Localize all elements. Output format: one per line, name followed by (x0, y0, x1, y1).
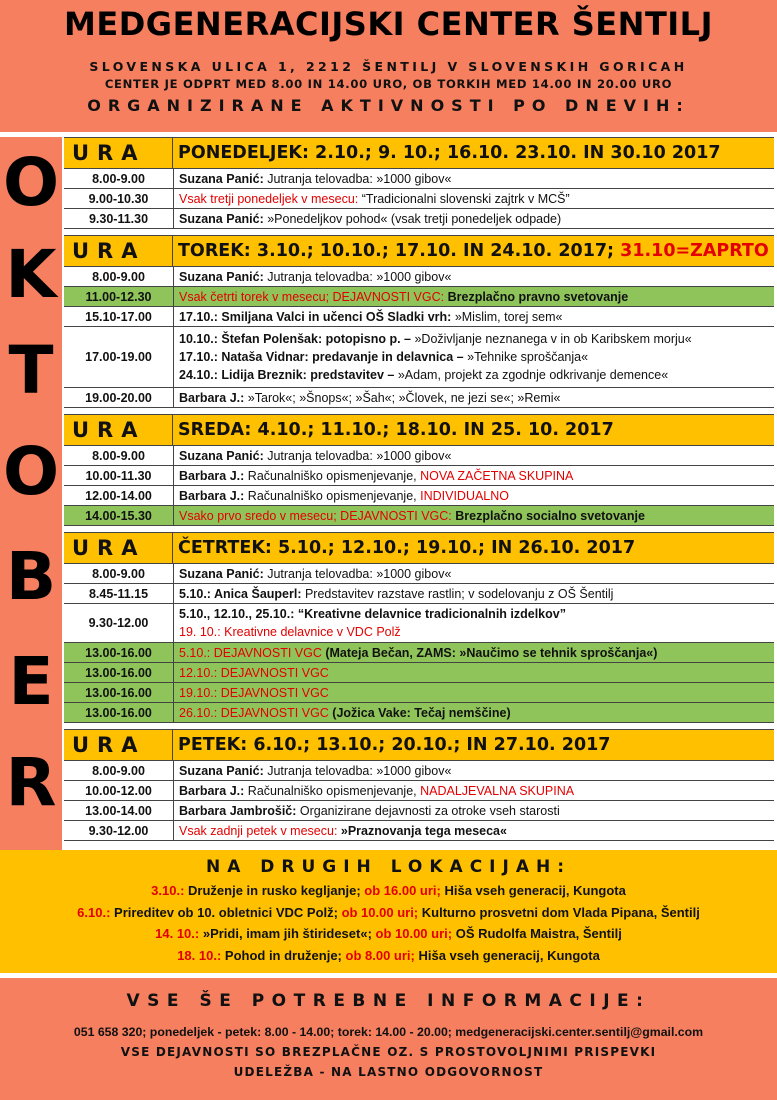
activity-text: Suzana Panić: (179, 763, 264, 778)
activity-text: Suzana Panić: (179, 566, 264, 581)
responsibility-note: UDELEŽBA - NA LASTNO ODGOVORNOST (233, 1065, 544, 1079)
activity-line (179, 308, 774, 326)
activity-cell (174, 486, 774, 505)
table-row (64, 189, 774, 209)
header (0, 0, 777, 132)
table-row (64, 169, 774, 189)
time-cell: 8.00-9.00 (64, 446, 174, 465)
day-block (64, 414, 774, 526)
activity-cell (174, 703, 774, 722)
time-cell: 10.00-12.00 (64, 781, 174, 800)
time-cell: 8.00-9.00 (64, 267, 174, 286)
time-cell: 10.00-11.30 (64, 466, 174, 485)
month-letter: O (2, 433, 60, 510)
table-row (64, 287, 774, 307)
location-text: OŠ Rudolfa Maistra, Šentilj (452, 926, 622, 941)
table-row (64, 703, 774, 723)
table-row (64, 307, 774, 327)
activity-cell (174, 643, 774, 662)
location-line (0, 923, 777, 945)
month-letter: E (8, 643, 54, 720)
day-dates (173, 415, 774, 445)
activity-cell (174, 287, 774, 306)
time-cell: 13.00-16.00 (64, 663, 174, 682)
activity-text: »Doživljanje neznanega v in ob Karibskem morju« (411, 332, 692, 346)
activity-line (179, 389, 774, 407)
activity-line (179, 623, 774, 641)
day-header (64, 729, 774, 761)
location-text: ob 8.00 uri; (345, 947, 415, 963)
activity-cell (174, 209, 774, 228)
table-row (64, 604, 774, 643)
activity-text: »Praznovanja tega meseca« (337, 823, 507, 838)
activity-text: 17.10.: Smiljana Valci in učenci OŠ Sladki vrh: (179, 309, 452, 324)
activity-text: 10.10.: Štefan Polenšak: potopisno p. – (179, 332, 411, 346)
activity-text: Organizirane dejavnosti za otroke vseh starosti (296, 803, 560, 818)
activity-cell (174, 761, 774, 780)
location-text: ob 16.00 uri; (364, 883, 441, 898)
activity-text: Predstavitev razstave rastlin; v sodelovanju z OŠ Šentilj (301, 586, 614, 601)
activity-line (179, 782, 774, 800)
activity-text: Vsak četrti torek v mesecu; DEJAVNOSTI VGC: (179, 289, 445, 304)
activity-text: 19. 10.: Kreativne delavnice v VDC Polž (179, 625, 401, 639)
time-cell: 8.00-9.00 (64, 761, 174, 780)
month-letter: K (5, 236, 57, 313)
table-row (64, 209, 774, 229)
ura-label: URA (64, 533, 173, 563)
activity-text: 12.10.: DEJAVNOSTI VGC (179, 665, 329, 680)
activity-line (179, 585, 774, 603)
table-row (64, 584, 774, 604)
activity-text: Jutranja telovadba: »1000 gibov« (263, 171, 452, 186)
day-block (64, 235, 774, 408)
activity-text: Suzana Panić: (179, 171, 264, 186)
activity-text: Barbara J.: (179, 783, 245, 798)
day-header (64, 137, 774, 169)
location-line (0, 902, 777, 924)
activity-text: »Ponedeljkov pohod« (vsak tretji ponedeljek odpade) (263, 211, 562, 226)
table-row (64, 643, 774, 663)
activity-cell (174, 388, 774, 407)
table-row (64, 781, 774, 801)
time-cell: 17.00-19.00 (64, 327, 174, 387)
activity-text: 5.10.: DEJAVNOSTI VGC (179, 645, 322, 660)
table-row (64, 683, 774, 703)
activity-cell (174, 307, 774, 326)
activity-text: Jutranja telovadba: »1000 gibov« (263, 763, 452, 778)
activity-line (179, 366, 774, 384)
activity-cell (174, 506, 774, 525)
activity-text: Jutranja telovadba: »1000 gibov« (263, 566, 452, 581)
activity-line (179, 762, 774, 780)
day-dates (173, 138, 774, 168)
table-row (64, 761, 774, 781)
info-title: VSE ŠE POTREBNE INFORMACIJE: (126, 991, 651, 1011)
activity-text: Računalniško opismenjevanje, (244, 783, 421, 798)
activity-line (179, 190, 774, 208)
day-block (64, 137, 774, 229)
activity-cell (174, 821, 774, 840)
day-header (64, 532, 774, 564)
time-cell: 12.00-14.00 (64, 486, 174, 505)
time-cell: 13.00-14.00 (64, 801, 174, 820)
time-cell: 9.30-12.00 (64, 604, 174, 642)
activity-text: Vsak tretji ponedeljek v mesecu: (179, 191, 359, 206)
activity-text: 5.10.: Anica Šauperl: (179, 586, 302, 601)
month-letter: O (2, 144, 60, 221)
time-cell: 13.00-16.00 (64, 703, 174, 722)
closed-note: 31.10=ZAPRTO (620, 241, 769, 261)
day-dates-text: PONEDELJEK: 2.10.; 9. 10.; 16.10. 23.10. IN 30.10 2017 (178, 143, 721, 163)
time-cell: 19.00-20.00 (64, 388, 174, 407)
table-row (64, 446, 774, 466)
activity-text: Barbara Jambrošič: (179, 803, 297, 818)
activity-cell (174, 267, 774, 286)
activity-text: »Tehnike sproščanja« (463, 350, 589, 364)
activity-text: 26.10.: DEJAVNOSTI VGC (179, 705, 329, 720)
activity-line (179, 822, 774, 840)
free-note: VSE DEJAVNOSTI SO BREZPLAČNE OZ. S PROSTOVOLJNIMI PRISPEVKI (120, 1045, 657, 1059)
location-text: Hiša vseh generacij, Kungota (440, 883, 626, 898)
time-cell: 14.00-15.30 (64, 506, 174, 525)
table-row (64, 801, 774, 821)
activity-text: Brezplačno pravno svetovanje (444, 289, 629, 304)
activity-text: Računalniško opismenjevanje, (244, 488, 421, 503)
activity-line (179, 170, 774, 188)
table-row (64, 486, 774, 506)
table-row (64, 267, 774, 287)
activity-line (179, 447, 774, 465)
activity-line (179, 565, 774, 583)
activity-text: NADALJEVALNA SKUPINA (420, 783, 575, 798)
other-locations-title: NA DRUGIH LOKACIJAH: (205, 857, 572, 877)
location-text: ob 10.00 uri; (375, 926, 453, 941)
activity-text: 5.10., 12.10., 25.10.: “Kreativne delavnice tradicionalnih izdelkov” (179, 607, 566, 621)
day-dates-text: TOREK: 3.10.; 10.10.; 17.10. IN 24.10. 2017; (178, 241, 621, 261)
activity-text: Vsako prvo sredo v mesecu; DEJAVNOSTI VGC: (179, 508, 452, 523)
time-cell: 8.45-11.15 (64, 584, 174, 603)
ura-label: URA (64, 730, 173, 760)
activity-text: Jutranja telovadba: »1000 gibov« (263, 269, 452, 284)
activity-cell (174, 781, 774, 800)
time-cell: 9.30-12.00 (64, 821, 174, 840)
activity-text: Računalniško opismenjevanje, (244, 468, 421, 483)
activity-text: 17.10.: Nataša Vidnar: predavanje in delavnica – (179, 350, 464, 364)
day-dates (173, 730, 774, 760)
location-text: Pohod in druženje; (221, 947, 346, 963)
location-text: ob 10.00 uri; (341, 904, 419, 920)
time-cell: 8.00-9.00 (64, 169, 174, 188)
table-row (64, 821, 774, 841)
location-text: 3.10.: (151, 883, 185, 898)
time-cell: 9.30-11.30 (64, 209, 174, 228)
activity-cell (174, 604, 774, 642)
day-header (64, 235, 774, 267)
day-dates-text: ČETRTEK: 5.10.; 12.10.; 19.10.; IN 26.10. 2017 (178, 538, 636, 558)
day-block (64, 532, 774, 723)
location-text: Kulturno prosvetni dom Vlada Pipana, Šentilj (418, 904, 700, 920)
activity-cell (174, 327, 774, 387)
activity-text: “Tradicionalni slovenski zajtrk v MCŠ” (358, 191, 570, 206)
activity-line (179, 684, 774, 702)
activity-text: (Mateja Bečan, ZAMS: »Naučimo se tehnik sproščanja«) (321, 645, 658, 660)
other-locations-list (0, 880, 777, 966)
activity-line (179, 467, 774, 485)
section-subtitle: ORGANIZIRANE AKTIVNOSTI PO DNEVIH: (87, 96, 690, 115)
time-cell: 15.10-17.00 (64, 307, 174, 326)
ura-label: URA (64, 236, 173, 266)
location-line (0, 945, 777, 967)
activity-text: Jutranja telovadba: »1000 gibov« (263, 448, 452, 463)
activity-cell (174, 683, 774, 702)
activity-text: 24.10.: Lidija Breznik: predstavitev – (179, 368, 395, 382)
time-cell: 13.00-16.00 (64, 683, 174, 702)
activity-line (179, 644, 774, 662)
address: SLOVENSKA ULICA 1, 2212 ŠENTILJ V SLOVENSKIH GORICAH (89, 59, 688, 74)
activity-text: »Tarok«; »Šnops«; »Šah«; »Človek, ne jezi se«; »Remi« (244, 390, 561, 405)
activity-line (179, 330, 774, 348)
activity-line (179, 507, 774, 525)
month-letter: B (5, 538, 57, 615)
activity-line (179, 210, 774, 228)
activity-text: »Adam, projekt za zgodnje odkrivanje demence« (394, 368, 669, 382)
time-cell: 11.00-12.30 (64, 287, 174, 306)
activity-cell (174, 189, 774, 208)
activity-line (179, 605, 774, 623)
activity-text: 19.10.: DEJAVNOSTI VGC (179, 685, 329, 700)
activity-text: Brezplačno socialno svetovanje (451, 508, 645, 523)
day-dates-text: SREDA: 4.10.; 11.10.; 18.10. IN 25. 10. 2017 (178, 420, 614, 440)
day-dates (173, 533, 774, 563)
table-row (64, 466, 774, 486)
activity-line (179, 288, 774, 306)
activity-cell (174, 466, 774, 485)
activity-text: Barbara J.: (179, 390, 245, 405)
table-row (64, 564, 774, 584)
time-cell: 9.00-10.30 (64, 189, 174, 208)
day-dates-text: PETEK: 6.10.; 13.10.; 20.10.; IN 27.10. 2017 (178, 735, 611, 755)
activity-text: Suzana Panić: (179, 448, 264, 463)
location-text: 18. 10.: (177, 947, 222, 963)
ura-label: URA (64, 138, 173, 168)
activity-line (179, 268, 774, 286)
location-text: Druženje in rusko kegljanje; (184, 883, 365, 898)
location-line (0, 880, 777, 902)
table-row (64, 388, 774, 408)
activity-line (179, 802, 774, 820)
activity-line (179, 704, 774, 722)
location-text: »Pridi, imam jih štirideset«; (199, 926, 376, 941)
other-locations (0, 850, 777, 973)
activity-cell (174, 564, 774, 583)
activity-cell (174, 663, 774, 682)
activity-cell (174, 801, 774, 820)
location-text: 14. 10.: (155, 926, 200, 941)
activity-text: Barbara J.: (179, 468, 245, 483)
activity-text: Barbara J.: (179, 488, 245, 503)
table-row (64, 506, 774, 526)
day-header (64, 414, 774, 446)
activity-text: (Jožica Vake: Tečaj nemščine) (328, 705, 511, 720)
page-title: MEDGENERACIJSKI CENTER ŠENTILJ (64, 5, 713, 43)
time-cell: 8.00-9.00 (64, 564, 174, 583)
activity-text: NOVA ZAČETNA SKUPINA (420, 468, 574, 483)
activity-text: »Mislim, torej sem« (451, 309, 563, 324)
opening-hours: CENTER JE ODPRT MED 8.00 IN 14.00 URO, OB TORKIH MED 14.00 IN 20.00 URO (104, 77, 673, 91)
info-section (0, 978, 777, 1100)
activity-text: Vsak zadnji petek v mesecu: (179, 823, 338, 838)
activity-line (179, 487, 774, 505)
activity-line (179, 664, 774, 682)
ura-label: URA (64, 415, 173, 445)
location-text: Prireditev ob 10. obletnici VDC Polž; (110, 904, 342, 920)
schedule-table (64, 137, 774, 847)
activity-cell (174, 169, 774, 188)
time-cell: 13.00-16.00 (64, 643, 174, 662)
month-letter: T (8, 332, 54, 409)
table-row (64, 663, 774, 683)
day-block (64, 729, 774, 841)
activity-text: Suzana Panić: (179, 269, 264, 284)
activity-cell (174, 446, 774, 465)
day-dates (173, 236, 774, 266)
table-row (64, 327, 774, 388)
location-text: 6.10.: (77, 904, 111, 920)
location-text: Hiša vseh generacij, Kungota (414, 947, 600, 963)
activity-text: INDIVIDUALNO (420, 488, 510, 503)
month-letter: R (5, 744, 57, 821)
contact-line: 051 658 320; ponedeljek - petek: 8.00 - 14.00; torek: 14.00 - 20.00; medgeneracijski.center.sentilj@gmail.com (73, 1025, 704, 1039)
activity-cell (174, 584, 774, 603)
activity-line (179, 348, 774, 366)
activity-text: Suzana Panić: (179, 211, 264, 226)
